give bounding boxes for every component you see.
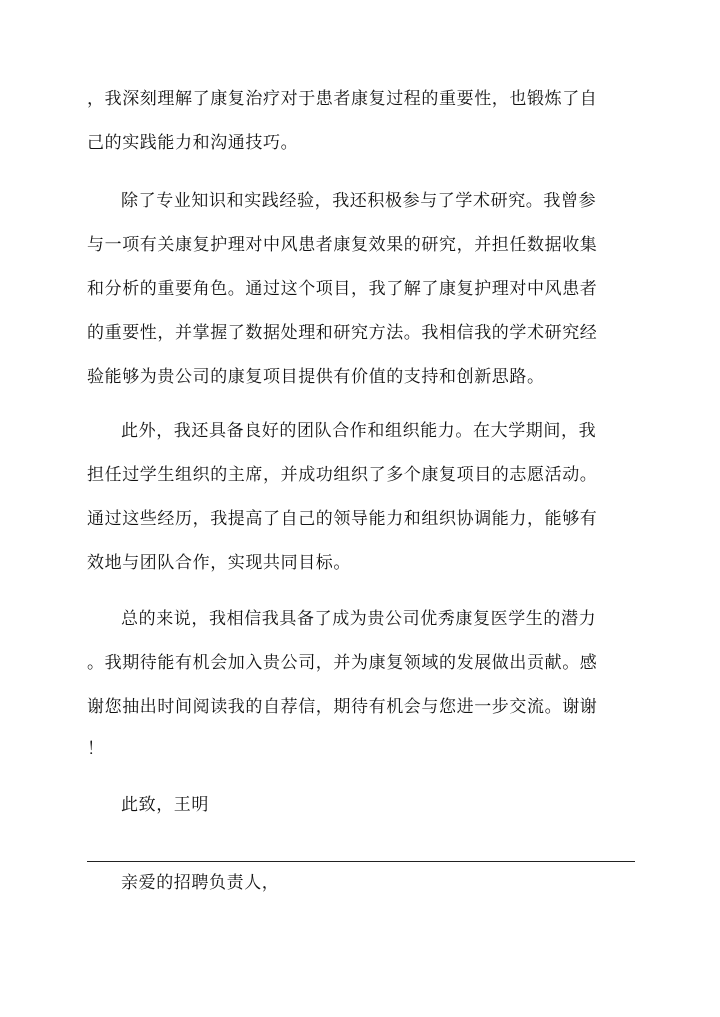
paragraph-2-line-3: 和分析的重要角色。通过这个项目，我了解了康复护理对中风患者 — [87, 279, 598, 299]
paragraph-2-line-5: 验能够为贵公司的康复项目提供有价值的支持和创新思路。 — [87, 367, 545, 387]
paragraph-2-line-1: 除了专业知识和实践经验，我还积极参与了学术研究。我曾参 — [121, 191, 597, 211]
paragraph-1-line-2: 己的实践能力和沟通技巧。 — [87, 133, 299, 153]
salutation: 亲爱的招聘负责人， — [121, 873, 280, 893]
paragraph-3-line-1: 此外，我还具备良好的团队合作和组织能力。在大学期间，我 — [121, 421, 597, 441]
paragraph-3-line-4: 效地与团队合作，实现共同目标。 — [87, 553, 351, 573]
page-break-divider — [87, 861, 635, 862]
paragraph-4-line-3: 谢您抽出时间阅读我的自荐信，期待有机会与您进一步交流。谢谢 — [87, 697, 598, 717]
paragraph-2-line-4: 的重要性，并掌握了数据处理和研究方法。我相信我的学术研究经 — [87, 323, 598, 343]
paragraph-4-line-2: 。我期待能有机会加入贵公司，并为康复领域的发展做出贡献。感 — [87, 653, 598, 673]
paragraph-2-line-2: 与一项有关康复护理对中风患者康复效果的研究，并担任数据收集 — [87, 235, 598, 255]
paragraph-3-line-3: 通过这些经历，我提高了自己的领导能力和组织协调能力，能够有 — [87, 509, 598, 529]
paragraph-4-line-1: 总的来说，我相信我具备了成为贵公司优秀康复医学生的潜力 — [121, 609, 597, 629]
paragraph-1-line-1: ，我深刻理解了康复治疗对于患者康复过程的重要性，也锻炼了自 — [87, 89, 598, 109]
paragraph-4-line-4: ！ — [87, 739, 105, 759]
paragraph-3-line-2: 担任过学生组织的主席，并成功组织了多个康复项目的志愿活动。 — [87, 465, 598, 485]
closing-signature: 此致，王明 — [121, 795, 209, 815]
